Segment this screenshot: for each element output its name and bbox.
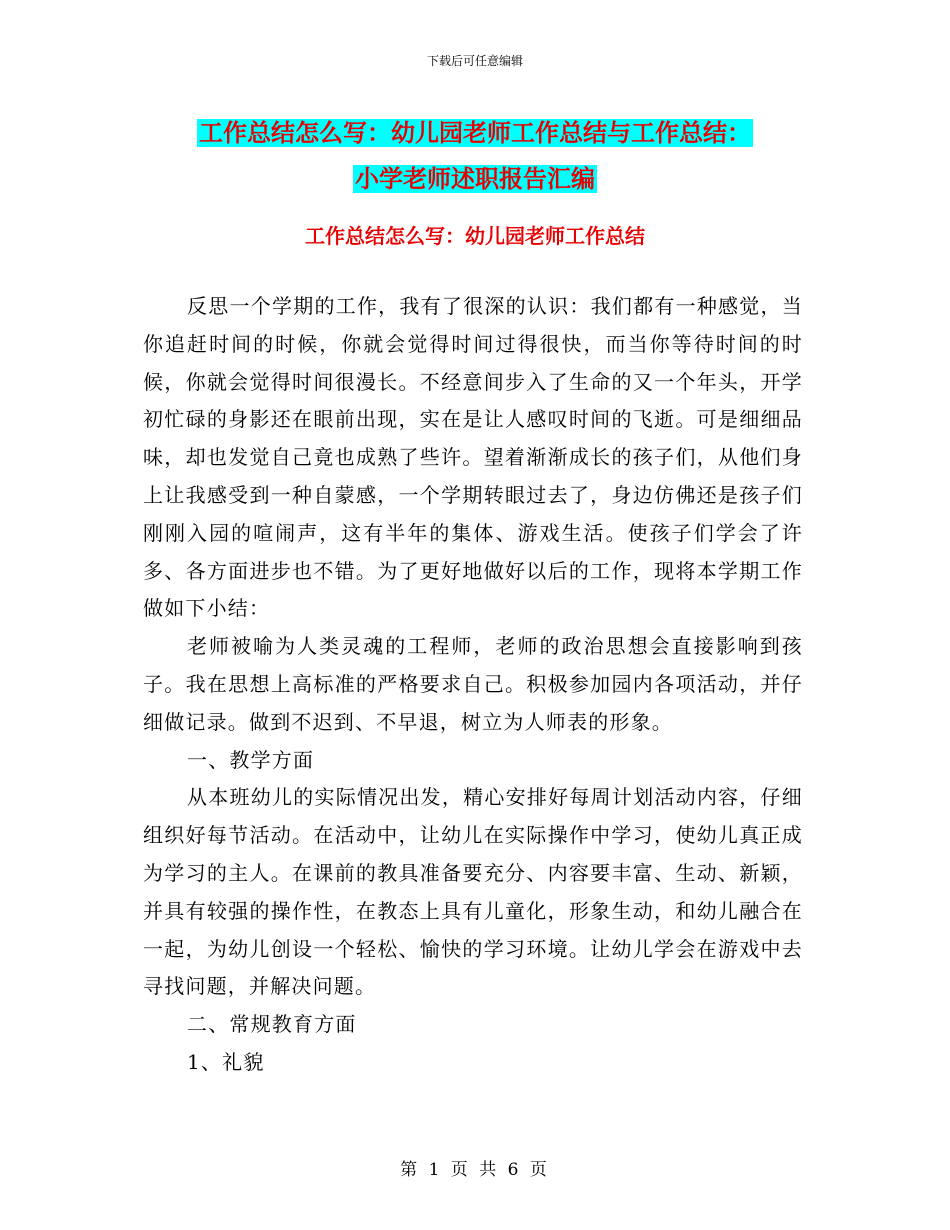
- document-title-line1: 工作总结怎么写：幼儿园老师工作总结与工作总结：: [199, 119, 751, 147]
- page-footer: 第 1 页 共 6 页: [400, 1160, 550, 1180]
- paragraph-reflection: 反思一个学期的工作，我有了很深的认识：我们都有一种感觉，当你追赶时间的时候，你就会觉得时间过得很快，而当你等待时间的时候，你就会觉得时间很漫长。不经意间步入了生命的又一个年头，开学初忙碌的身影还在眼前出现，实在是让人感叹时间的飞逝。可是细细品味，却也发觉自己竟也成熟了些许。望着渐渐成长的孩子们，从他们身上让我感受到一种自蒙感，一个学期转眼过去了，身边仿佛还是孩子们刚刚入园的喧闹声，这有半年的集体、游戏生活。使孩子们学会了许多、各方面进步也不错。为了更好地做好以后的工作，现将本学期工作做如下小结：: [143, 294, 803, 621]
- paragraph-ideology: 老师被喻为人类灵魂的工程师，老师的政治思想会直接影响到孩子。我在思想上高标准的严格要求自己。积极参加园内各项活动，并仔细做记录。做到不迟到、不早退，树立为人师表的形象。: [143, 634, 803, 734]
- document-title: [0, 110, 950, 202]
- body-text: [143, 288, 803, 1082]
- header-note: 下载后可任意编辑: [426, 54, 523, 68]
- section-title: 工作总结怎么写：幼儿园老师工作总结: [305, 224, 645, 248]
- heading-courtesy: 1、礼貌: [187, 1049, 265, 1074]
- heading-routine-education: 二、常规教育方面: [187, 1012, 357, 1037]
- document-title-line2: 小学老师述职报告汇编: [355, 165, 595, 193]
- paragraph-teaching: 从本班幼儿的实际情况出发，精心安排好每周计划活动内容，仔细组织好每节活动。在活动中，让幼儿在实际操作中学习，使幼儿真正成为学习的主人。在课前的教具准备要充分、内容要丰富、生动、新颖，并具有较强的操作性，在教态上具有儿童化，形象生动，和幼儿融合在一起，为幼儿创设一个轻松、愉快的学习环境。让幼儿学会在游戏中去寻找问题，并解决问题。: [143, 785, 803, 999]
- heading-teaching: 一、教学方面: [187, 747, 315, 772]
